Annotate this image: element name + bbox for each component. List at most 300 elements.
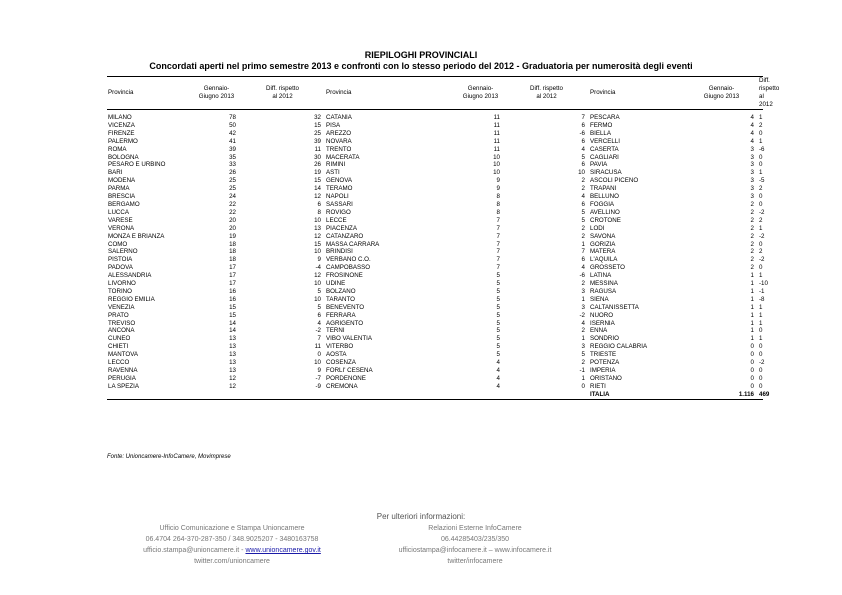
count-cell: 7 xyxy=(496,248,500,256)
diff-cell: 25 xyxy=(314,129,321,137)
province-cell: LATINA xyxy=(590,272,612,280)
count-cell: 7 xyxy=(496,232,500,240)
table-row xyxy=(107,225,763,233)
province-cell: BARI xyxy=(108,169,123,177)
province-cell: PADOVA xyxy=(108,264,133,272)
table-row xyxy=(107,241,763,249)
count-cell: 0 xyxy=(750,382,754,390)
province-cell: PERUGIA xyxy=(108,374,136,382)
province-cell: UDINE xyxy=(326,280,346,288)
diff-cell: 2 xyxy=(581,185,585,193)
table-row xyxy=(107,114,763,122)
diff-cell: 0 xyxy=(317,351,321,359)
province-cell: SAVONA xyxy=(590,232,616,240)
diff-cell: 1 xyxy=(759,114,763,121)
diff-cell: 0 xyxy=(759,129,763,137)
province-cell: MESSINA xyxy=(590,280,618,288)
province-cell: PALERMO xyxy=(108,137,138,145)
count-cell: 1 xyxy=(750,272,754,280)
count-cell: 4 xyxy=(496,374,500,382)
diff-cell: 0 xyxy=(759,374,763,382)
diff-cell: 3 xyxy=(581,287,585,295)
col-header-diff: Diff. rispetto al 2012 xyxy=(530,85,563,100)
count-cell: 5 xyxy=(496,351,500,359)
province-cell: VARESE xyxy=(108,216,133,224)
province-cell: VERBANO C.O. xyxy=(326,256,371,264)
count-cell: 10 xyxy=(493,153,500,161)
count-cell: 17 xyxy=(229,272,236,280)
diff-cell: 6 xyxy=(581,161,585,169)
province-cell: MILANO xyxy=(108,114,132,121)
contacts-unioncamere xyxy=(107,523,357,567)
table-row xyxy=(107,280,763,288)
diff-cell: 0 xyxy=(759,193,763,201)
contact-office: Relazioni Esterne InfoCamere xyxy=(428,525,522,532)
count-cell: 2 xyxy=(750,216,754,224)
provinces-table xyxy=(107,76,780,400)
count-cell: 9 xyxy=(496,185,500,193)
province-cell: CAGLIARI xyxy=(590,153,619,161)
col-header-provincia: Provincia xyxy=(326,89,352,96)
col-header-provincia: Provincia xyxy=(108,89,134,96)
province-cell: LA SPEZIA xyxy=(108,382,139,390)
diff-cell: 7 xyxy=(581,248,585,256)
diff-cell: 39 xyxy=(314,137,321,145)
province-cell: AREZZO xyxy=(326,129,352,137)
province-cell: BRINDISI xyxy=(326,248,353,256)
diff-cell: 4 xyxy=(581,193,585,201)
diff-cell: 0 xyxy=(759,153,763,161)
contacts-infocamere xyxy=(360,523,590,567)
table-row xyxy=(107,201,763,209)
diff-cell: 7 xyxy=(317,335,321,343)
table-row xyxy=(107,209,763,217)
count-cell: 18 xyxy=(229,256,236,264)
diff-cell: -2 xyxy=(315,327,321,335)
diff-cell: 2 xyxy=(581,327,585,335)
province-cell: TERNI xyxy=(326,327,345,335)
count-cell: 3 xyxy=(750,185,754,193)
count-cell: 26 xyxy=(229,169,236,177)
table-row xyxy=(107,185,763,193)
table-row xyxy=(107,248,763,256)
province-cell: BELLUNO xyxy=(590,193,619,201)
province-cell: PESCARA xyxy=(590,114,620,121)
province-cell: CATANZARO xyxy=(326,232,364,240)
count-cell: 2 xyxy=(750,200,754,208)
diff-cell: 4 xyxy=(581,145,585,153)
diff-cell: 2 xyxy=(759,216,763,224)
contact-email-line[interactable]: ufficiostampa@infocamere.it – www.infocamere.it xyxy=(398,547,552,554)
table-row xyxy=(107,154,763,162)
table-body xyxy=(107,110,770,400)
diff-cell: 10 xyxy=(314,216,321,224)
diff-cell: 1 xyxy=(581,240,585,248)
count-cell: 22 xyxy=(229,200,236,208)
count-cell: 1 xyxy=(750,335,754,343)
count-cell: 11 xyxy=(493,129,500,137)
province-cell: FROSINONE xyxy=(326,272,363,280)
diff-cell: 0 xyxy=(759,382,763,390)
diff-cell: 30 xyxy=(314,153,321,161)
diff-cell: 1 xyxy=(759,137,763,145)
count-cell: 13 xyxy=(229,359,236,367)
table-row xyxy=(107,367,763,375)
col-header-diff: Diff. rispetto al 2012 xyxy=(266,85,299,100)
count-cell: 2 xyxy=(750,232,754,240)
province-cell: IMPERIA xyxy=(590,367,616,374)
diff-cell: 2 xyxy=(581,280,585,288)
count-cell: 5 xyxy=(496,335,500,343)
table-row xyxy=(107,146,763,154)
table-row xyxy=(107,138,763,146)
count-cell: 0 xyxy=(750,367,754,374)
province-cell: PRATO xyxy=(108,311,129,319)
count-cell: 0 xyxy=(750,374,754,382)
count-cell: 41 xyxy=(229,137,236,145)
diff-cell: 10 xyxy=(314,295,321,303)
province-cell: TARANTO xyxy=(326,295,355,303)
count-cell: 5 xyxy=(496,311,500,319)
count-cell: 2 xyxy=(750,240,754,248)
province-cell: BRESCIA xyxy=(108,193,136,201)
count-cell: 5 xyxy=(496,287,500,295)
diff-cell: 4 xyxy=(317,319,321,327)
diff-cell: 15 xyxy=(314,240,321,248)
diff-cell: 0 xyxy=(581,382,585,390)
province-cell: MASSA CARRARA xyxy=(326,240,380,248)
count-cell: 22 xyxy=(229,208,236,216)
count-cell: 0 xyxy=(750,359,754,367)
diff-cell: -2 xyxy=(579,311,585,319)
count-cell: 2 xyxy=(750,264,754,272)
count-cell: 39 xyxy=(229,145,236,153)
count-cell: 8 xyxy=(496,200,500,208)
diff-cell: 0 xyxy=(759,343,763,351)
province-cell: FORLI' CESENA xyxy=(326,367,373,374)
table-row xyxy=(107,264,763,272)
province-cell: BERGAMO xyxy=(108,200,140,208)
province-cell: ORISTANO xyxy=(590,374,622,382)
province-cell: MATERA xyxy=(590,248,616,256)
diff-cell: 0 xyxy=(759,200,763,208)
province-cell: TORINO xyxy=(108,287,132,295)
diff-cell: 15 xyxy=(314,121,321,129)
count-cell: 12 xyxy=(229,374,236,382)
diff-cell: 0 xyxy=(759,351,763,359)
contact-office: Ufficio Comunicazione e Stampa Unioncamere xyxy=(159,525,305,532)
count-cell: 1 xyxy=(750,303,754,311)
province-cell: CUNEO xyxy=(108,335,131,343)
province-cell: TREVISO xyxy=(108,319,136,327)
diff-cell: 26 xyxy=(314,161,321,169)
count-cell: 13 xyxy=(229,335,236,343)
col-header-gennaio-giugno: Gennaio- Giugno 2013 xyxy=(462,85,499,100)
count-cell: 1 xyxy=(750,295,754,303)
province-cell: BIELLA xyxy=(590,129,611,137)
province-cell: TRIESTE xyxy=(590,351,617,359)
page-title: RIEPILOGHI PROVINCIALI xyxy=(364,50,478,60)
col-header-provincia: Provincia xyxy=(590,89,616,96)
total-count: 1.116 xyxy=(685,391,758,399)
province-cell: SIRACUSA xyxy=(590,169,622,177)
table-row xyxy=(107,312,763,320)
count-cell: 25 xyxy=(229,185,236,193)
province-cell: PESARO E URBINO xyxy=(108,161,166,169)
diff-cell: 0 xyxy=(759,367,763,374)
province-cell: L'AQUILA xyxy=(590,256,618,264)
diff-cell: 11 xyxy=(314,343,321,351)
diff-cell: 12 xyxy=(314,272,321,280)
count-cell: 3 xyxy=(750,145,754,153)
province-cell: NUORO xyxy=(590,311,614,319)
province-cell: RAGUSA xyxy=(590,287,617,295)
province-cell: FERMO xyxy=(590,121,613,129)
diff-cell: 1 xyxy=(759,311,763,319)
province-cell: PIACENZA xyxy=(326,224,357,232)
diff-cell: 6 xyxy=(581,121,585,129)
diff-cell: 6 xyxy=(581,137,585,145)
province-cell: GORIZIA xyxy=(590,240,616,248)
province-cell: PAVIA xyxy=(590,161,608,169)
province-cell: ROMA xyxy=(108,145,127,153)
diff-cell: 6 xyxy=(581,256,585,264)
diff-cell: 3 xyxy=(581,343,585,351)
count-cell: 4 xyxy=(496,359,500,367)
province-cell: LUCCA xyxy=(108,208,129,216)
diff-cell: 1 xyxy=(759,319,763,327)
province-cell: AOSTA xyxy=(326,351,347,359)
diff-cell: 4 xyxy=(581,264,585,272)
province-cell: GENOVA xyxy=(326,177,353,185)
count-cell: 10 xyxy=(493,169,500,177)
province-cell: VENEZIA xyxy=(108,303,135,311)
province-cell: TERAMO xyxy=(326,185,353,193)
col-header-gennaio-giugno: Gennaio- Giugno 2013 xyxy=(703,85,740,100)
table-row xyxy=(107,256,763,264)
count-cell: 13 xyxy=(229,367,236,374)
count-cell: 7 xyxy=(496,216,500,224)
table-row xyxy=(107,272,763,280)
province-cell: RAVENNA xyxy=(108,367,138,374)
diff-cell: 14 xyxy=(314,185,321,193)
table-row xyxy=(107,335,763,343)
diff-cell: 10 xyxy=(314,280,321,288)
province-cell: PARMA xyxy=(108,185,130,193)
province-cell: MACERATA xyxy=(326,153,360,161)
diff-cell: -9 xyxy=(315,382,321,390)
province-cell: POTENZA xyxy=(590,359,620,367)
table-row xyxy=(107,359,763,367)
diff-cell: 3 xyxy=(581,303,585,311)
count-cell: 9 xyxy=(496,177,500,185)
diff-cell: -2 xyxy=(759,232,765,240)
unioncamere-link[interactable]: www.unioncamere.gov.it xyxy=(245,547,321,554)
contact-twitter[interactable]: twitter/infocamere xyxy=(447,558,503,565)
count-cell: 1 xyxy=(750,280,754,288)
diff-cell: 1 xyxy=(581,295,585,303)
count-cell: 24 xyxy=(229,193,236,201)
diff-cell: 5 xyxy=(581,208,585,216)
province-cell: REGGIO CALABRIA xyxy=(590,343,648,351)
count-cell: 1 xyxy=(750,327,754,335)
diff-cell: 0 xyxy=(759,327,763,335)
province-cell: REGGIO EMILIA xyxy=(108,295,155,303)
count-cell: 5 xyxy=(496,280,500,288)
contact-phones: 06.4704 264-370-287-350 / 348.9025207 - 3480163758 xyxy=(145,536,319,543)
diff-cell: 5 xyxy=(317,303,321,311)
table-row xyxy=(107,304,763,312)
contact-email-line xyxy=(107,545,357,556)
contacts-heading: Per ulteriori informazioni: xyxy=(376,512,466,521)
count-cell: 8 xyxy=(496,193,500,201)
count-cell: 3 xyxy=(750,193,754,201)
count-cell: 3 xyxy=(750,177,754,185)
count-cell: 20 xyxy=(229,216,236,224)
diff-cell: -6 xyxy=(759,145,765,153)
province-cell: TRAPANI xyxy=(590,185,617,193)
diff-cell: 10 xyxy=(578,169,585,177)
table-row xyxy=(107,233,763,241)
province-cell: VERCELLI xyxy=(590,137,620,145)
count-cell: 35 xyxy=(229,153,236,161)
table-row xyxy=(107,177,763,185)
diff-cell: 2 xyxy=(581,177,585,185)
count-cell: 19 xyxy=(229,232,236,240)
contact-phones: 06.44285403/235/350 xyxy=(440,536,510,543)
diff-cell: 2 xyxy=(759,121,763,129)
count-cell: 25 xyxy=(229,177,236,185)
diff-cell: 32 xyxy=(314,114,321,121)
province-cell: CREMONA xyxy=(326,382,358,390)
count-cell: 42 xyxy=(229,129,236,137)
table-row xyxy=(107,169,763,177)
total-label: ITALIA xyxy=(589,391,685,399)
province-cell: TRENTO xyxy=(326,145,352,153)
count-cell: 4 xyxy=(496,367,500,374)
province-cell: FERRARA xyxy=(326,311,356,319)
count-cell: 13 xyxy=(229,343,236,351)
count-cell: 16 xyxy=(229,295,236,303)
diff-cell: 5 xyxy=(317,287,321,295)
diff-cell: 5 xyxy=(581,351,585,359)
count-cell: 12 xyxy=(229,382,236,390)
table-row xyxy=(107,288,763,296)
contact-email[interactable]: ufficio.stampa@unioncamere.it - xyxy=(143,547,246,554)
table-row xyxy=(107,375,763,383)
diff-cell: -5 xyxy=(759,177,765,185)
count-cell: 5 xyxy=(496,319,500,327)
diff-cell: 11 xyxy=(314,145,321,153)
diff-cell: 1 xyxy=(759,303,763,311)
table-header-row xyxy=(107,77,763,110)
diff-cell: 15 xyxy=(314,177,321,185)
count-cell: 1 xyxy=(750,287,754,295)
province-cell: CROTONE xyxy=(590,216,621,224)
table-row xyxy=(107,327,763,335)
count-cell: 2 xyxy=(750,224,754,232)
count-cell: 13 xyxy=(229,351,236,359)
table-row xyxy=(107,320,763,328)
province-cell: SIENA xyxy=(590,295,609,303)
province-cell: COMO xyxy=(108,240,128,248)
count-cell: 11 xyxy=(493,121,500,129)
diff-cell: 2 xyxy=(581,232,585,240)
diff-cell: 5 xyxy=(581,216,585,224)
province-cell: ASCOLI PICENO xyxy=(590,177,639,185)
province-cell: AVELLINO xyxy=(590,208,620,216)
diff-cell: 2 xyxy=(581,224,585,232)
count-cell: 10 xyxy=(493,161,500,169)
count-cell: 5 xyxy=(496,295,500,303)
province-cell: NOVARA xyxy=(326,137,352,145)
count-cell: 14 xyxy=(229,319,236,327)
province-cell: SALERNO xyxy=(108,248,138,256)
count-cell: 4 xyxy=(496,382,500,390)
count-cell: 7 xyxy=(496,256,500,264)
diff-cell: 8 xyxy=(317,208,321,216)
diff-cell: -1 xyxy=(579,367,585,374)
diff-cell: 2 xyxy=(581,359,585,367)
contact-twitter[interactable]: twitter.com/unioncamere xyxy=(194,558,270,565)
count-cell: 7 xyxy=(496,224,500,232)
diff-cell: -2 xyxy=(759,359,765,367)
province-cell: VICENZA xyxy=(108,121,135,129)
province-cell: RIETI xyxy=(590,382,606,390)
diff-cell: 10 xyxy=(314,248,321,256)
province-cell: LIVORNO xyxy=(108,280,136,288)
diff-cell: 6 xyxy=(317,200,321,208)
count-cell: 14 xyxy=(229,327,236,335)
table-row xyxy=(107,296,763,304)
count-cell: 0 xyxy=(750,343,754,351)
table-row xyxy=(107,161,763,169)
col-header-gennaio-giugno: Gennaio- Giugno 2013 xyxy=(198,85,235,100)
diff-cell: 1 xyxy=(759,335,763,343)
diff-cell: -1 xyxy=(759,287,765,295)
diff-cell: 6 xyxy=(581,200,585,208)
province-cell: GROSSETO xyxy=(590,264,625,272)
province-cell: LECCO xyxy=(108,359,130,367)
count-cell: 16 xyxy=(229,287,236,295)
diff-cell: 1 xyxy=(759,224,763,232)
count-cell: 5 xyxy=(496,303,500,311)
count-cell: 17 xyxy=(229,280,236,288)
count-cell: 8 xyxy=(496,208,500,216)
count-cell: 15 xyxy=(229,311,236,319)
count-cell: 11 xyxy=(493,145,500,153)
diff-cell: 12 xyxy=(314,232,321,240)
diff-cell: -2 xyxy=(759,208,765,216)
diff-cell: 9 xyxy=(317,256,321,264)
diff-cell: -6 xyxy=(579,272,585,280)
diff-cell: 1 xyxy=(759,169,763,177)
count-cell: 3 xyxy=(750,161,754,169)
diff-cell: 0 xyxy=(759,161,763,169)
count-cell: 5 xyxy=(496,343,500,351)
province-cell: CASERTA xyxy=(590,145,619,153)
count-cell: 3 xyxy=(750,169,754,177)
province-cell: ALESSANDRIA xyxy=(108,272,152,280)
province-cell: ROVIGO xyxy=(326,208,351,216)
province-cell: AGRIGENTO xyxy=(326,319,364,327)
count-cell: 7 xyxy=(496,240,500,248)
count-cell: 11 xyxy=(493,137,500,145)
province-cell: CHIETI xyxy=(108,343,129,351)
diff-cell: -8 xyxy=(759,295,765,303)
province-cell: MODENA xyxy=(108,177,136,185)
province-cell: BOLOGNA xyxy=(108,153,139,161)
